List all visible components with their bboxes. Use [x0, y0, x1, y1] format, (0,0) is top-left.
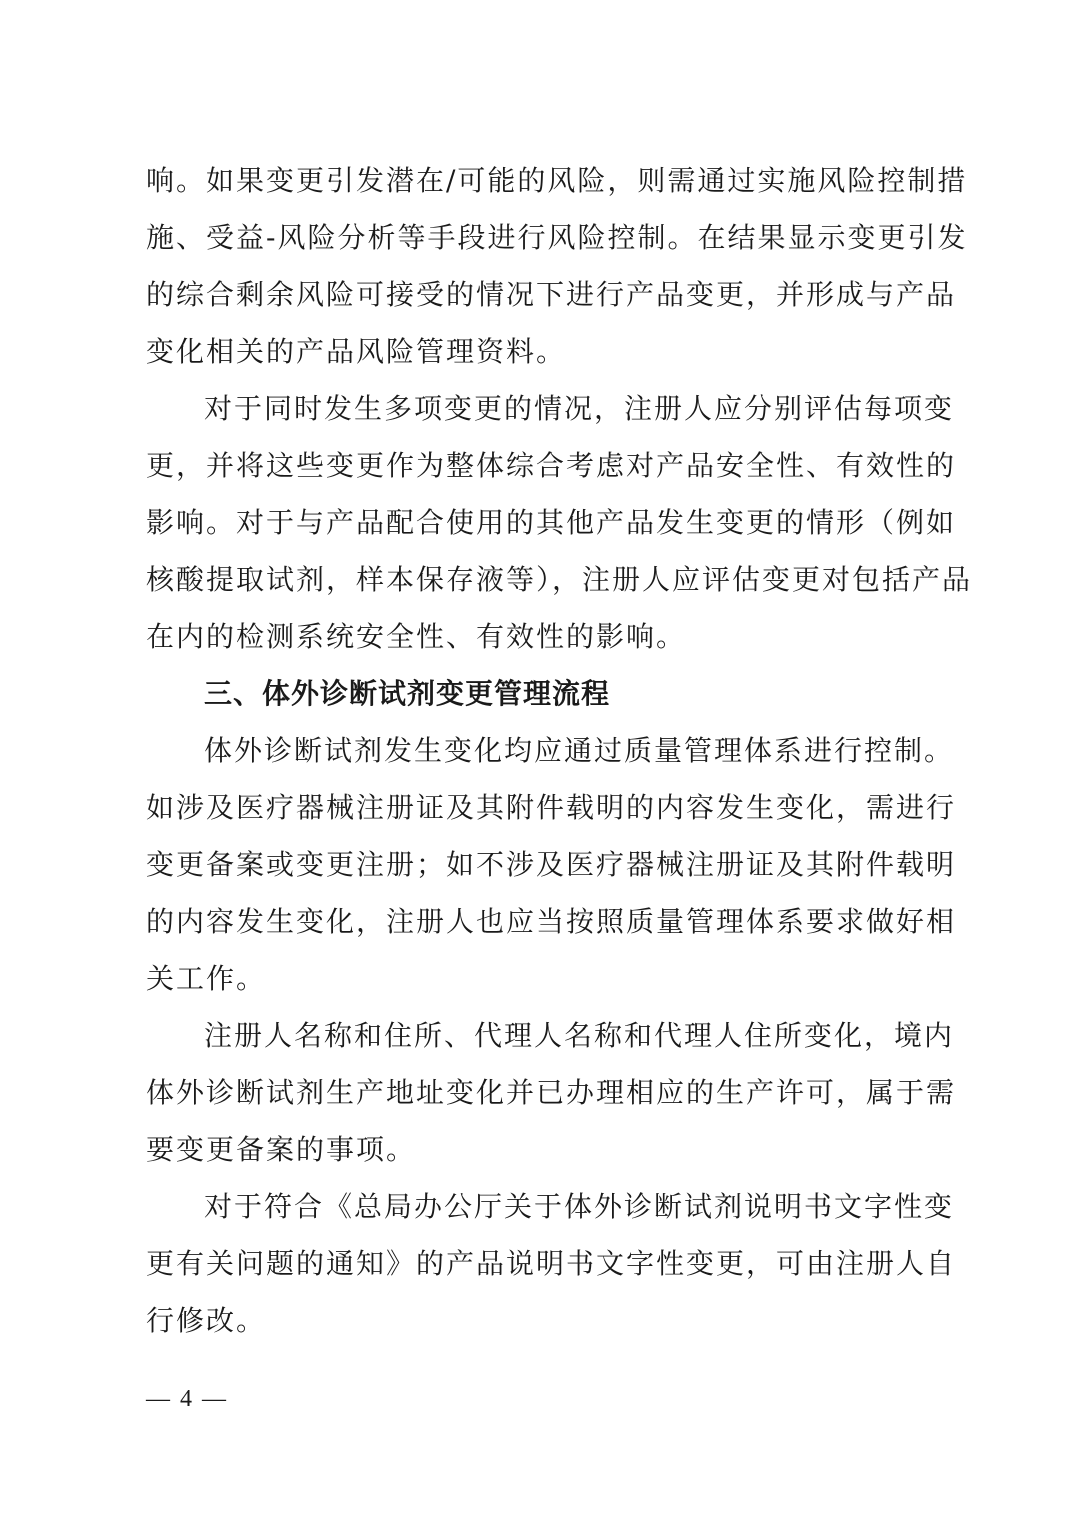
text-line: 影响。对于与产品配合使用的其他产品发生变更的情形（例如 — [146, 506, 957, 539]
text-line: 变化相关的产品风险管理资料。 — [146, 335, 567, 368]
text-line: 更，并将这些变更作为整体综合考虑对产品安全性、有效性的 — [146, 449, 957, 482]
text-line: 关工作。 — [146, 962, 267, 995]
text-line: 的综合剩余风险可接受的情况下进行产品变更，并形成与产品 — [146, 278, 957, 311]
text-line: 体外诊断试剂发生变化均应通过质量管理体系进行控制。 — [204, 734, 955, 767]
text-line: 如涉及医疗器械注册证及其附件载明的内容发生变化，需进行 — [146, 791, 957, 824]
page-number: — 4 — — [146, 1386, 228, 1412]
document-body — [146, 152, 973, 1349]
text-line: 注册人名称和住所、代理人名称和代理人住所变化，境内 — [204, 1019, 955, 1052]
paragraph — [146, 1178, 957, 1349]
text-line: 的内容发生变化，注册人也应当按照质量管理体系要求做好相 — [146, 905, 957, 938]
paragraph — [146, 152, 968, 380]
text-line: 施、受益-风险分析等手段进行风险控制。在结果显示变更引发 — [146, 221, 968, 254]
paragraph — [146, 380, 973, 665]
text-line: 对于符合《总局办公厅关于体外诊断试剂说明书文字性变 — [204, 1190, 955, 1223]
text-line: 体外诊断试剂生产地址变化并已办理相应的生产许可，属于需 — [146, 1076, 957, 1109]
section-heading: 三、体外诊断试剂变更管理流程 — [204, 677, 611, 710]
text-line: 行修改。 — [146, 1304, 267, 1337]
text-line: 响。如果变更引发潜在/可能的风险，则需通过实施风险控制措 — [146, 164, 968, 197]
text-line: 更有关问题的通知》的产品说明书文字性变更，可由注册人自 — [146, 1247, 957, 1280]
text-line: 对于同时发生多项变更的情况，注册人应分别评估每项变 — [204, 392, 955, 425]
text-line: 要变更备案的事项。 — [146, 1133, 417, 1166]
text-line: 变更备案或变更注册；如不涉及医疗器械注册证及其附件载明 — [146, 848, 957, 881]
text-line: 核酸提取试剂，样本保存液等），注册人应评估变更对包括产品 — [146, 563, 973, 596]
paragraph — [146, 1007, 957, 1178]
text-line: 在内的检测系统安全性、有效性的影响。 — [146, 620, 687, 653]
paragraph — [146, 722, 957, 1007]
